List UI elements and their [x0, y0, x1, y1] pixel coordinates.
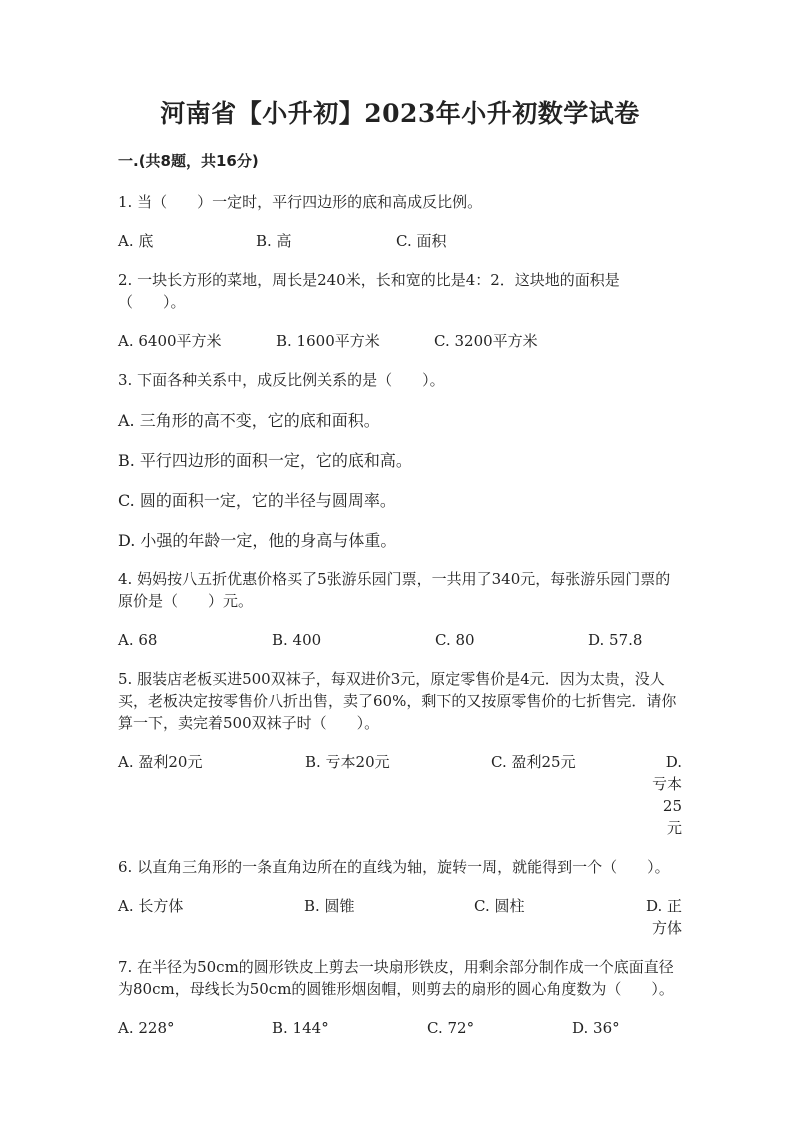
question-2	[118, 269, 682, 352]
option-b: B. 圆锥	[304, 897, 355, 915]
question-stem: 7. 在半径为50cm的圆形铁皮上剪去一块扇形铁皮，用剩余部分制作成一个底面直径为80cm，母线长为50cm的圆锥形烟囱帽，则剪去的扇形的圆心角度数为（ ）。	[118, 958, 674, 998]
option-d: D. 正方体	[645, 897, 682, 937]
question-stem: 2. 一块长方形的菜地，周长是240米，长和宽的比是4：2．这块地的面积是（ ）。	[118, 271, 620, 311]
option-row	[118, 1017, 682, 1039]
option-a: A. 底	[118, 232, 154, 250]
question-stem: 5. 服装店老板买进500双袜子，每双进价3元，原定零售价是4元．因为太贵，没人买，老板决定按零售价八折出售，卖了60%，剩下的又按原零售价的七折售完．请你算一下，卖完着500双袜子时（ ）。	[118, 670, 677, 732]
option-b: B. 1600平方米	[276, 332, 380, 350]
option-c: C. 盈利25元	[491, 753, 576, 771]
option-a: A. 三角形的高不变，它的底和面积。	[118, 411, 380, 430]
option-row	[118, 751, 682, 839]
option-list	[118, 408, 682, 551]
option-d: D. 36°	[572, 1019, 620, 1037]
option-c: C. 圆的面积一定，它的半径与圆周率。	[118, 491, 396, 510]
question-3	[118, 369, 682, 551]
option-b: B. 400	[272, 631, 322, 649]
question-1	[118, 191, 682, 252]
option-row	[118, 330, 682, 352]
question-stem: 6. 以直角三角形的一条直角边所在的直线为轴，旋转一周，就能得到一个（ ）。	[118, 858, 670, 876]
option-b: B. 高	[256, 232, 292, 250]
question-stem: 3. 下面各种关系中，成反比例关系的是（ ）。	[118, 371, 445, 389]
question-stem: 1. 当（ ）一定时，平行四边形的底和高成反比例。	[118, 193, 483, 211]
option-b: B. 亏本20元	[305, 753, 390, 771]
option-d: D. 亏本25元	[651, 753, 682, 837]
option-c: C. 72°	[427, 1019, 475, 1037]
option-a: A. 68	[118, 631, 158, 649]
question-7	[118, 956, 682, 1039]
option-d: D. 57.8	[588, 631, 643, 649]
question-5	[118, 668, 682, 839]
option-row	[118, 629, 682, 651]
option-c: C. 面积	[396, 232, 447, 250]
question-6	[118, 856, 682, 939]
option-a: A. 盈利20元	[118, 753, 203, 771]
option-c: C. 3200平方米	[434, 332, 538, 350]
question-stem: 4. 妈妈按八五折优惠价格买了5张游乐园门票，一共用了340元，每张游乐园门票的原价是（ ）元。	[118, 570, 671, 610]
option-b: B. 144°	[272, 1019, 329, 1037]
page-title: 河南省【小升初】2023年小升初数学试卷	[160, 99, 640, 128]
option-a: A. 228°	[118, 1019, 175, 1037]
option-row	[118, 895, 682, 939]
option-b: B. 平行四边形的面积一定，它的底和高。	[118, 451, 412, 470]
question-4	[118, 568, 682, 651]
option-a: A. 6400平方米	[118, 332, 222, 350]
option-c: C. 80	[435, 631, 475, 649]
section-header: 一.(共8题，共16分)	[118, 152, 259, 170]
option-c: C. 圆柱	[474, 897, 525, 915]
option-a: A. 长方体	[118, 897, 184, 915]
option-d: D. 小强的年龄一定，他的身高与体重。	[118, 531, 397, 550]
option-row	[118, 230, 682, 252]
